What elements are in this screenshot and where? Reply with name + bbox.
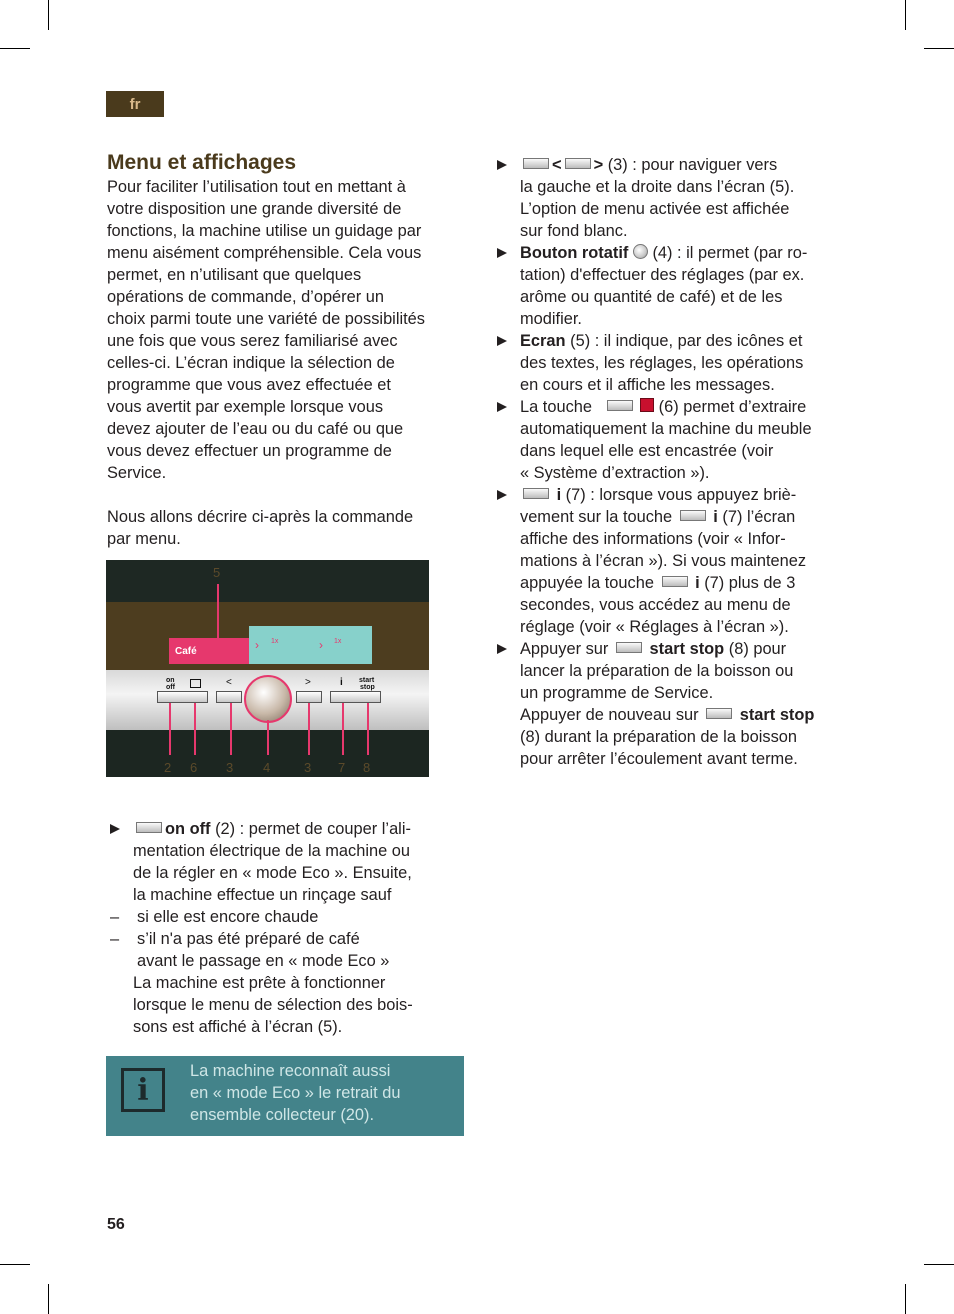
display-options xyxy=(249,626,372,664)
menu-intro-paragraph xyxy=(107,506,467,550)
text-line: Appuyer sur xyxy=(520,640,609,658)
text-line: « Système d’extraction »). xyxy=(520,464,710,482)
text-line: dans lequel elle est encastrée (voir xyxy=(520,442,774,460)
text-line: vement sur la touche xyxy=(520,508,673,526)
prev-button[interactable] xyxy=(216,691,242,703)
bullet-arrow-icon xyxy=(497,160,507,170)
callout-number: 7 xyxy=(338,760,346,775)
on-off-button[interactable] xyxy=(157,691,208,703)
onoff-note xyxy=(107,972,467,1038)
button-name: on off xyxy=(165,820,211,838)
text-line: sons est affiché à l’écran (5). xyxy=(133,1018,343,1036)
text-line: votre disposition une grande diversité de xyxy=(107,200,402,218)
text-line: celles-ci. L’écran indique la sélection de xyxy=(107,354,395,372)
bullet-arrow-icon xyxy=(497,248,507,258)
bullet-arrow-icon xyxy=(497,644,507,654)
bullet-arrow-icon xyxy=(497,336,507,346)
callout-number: 5 xyxy=(213,565,221,580)
text-line: programme que vous avez effectuée et xyxy=(107,376,391,394)
button-name: start stop xyxy=(649,640,725,658)
text-line: ensemble collecteur (20). xyxy=(190,1106,375,1124)
text-line: Service. xyxy=(107,464,167,482)
text-line: La machine reconnaît aussi xyxy=(190,1062,391,1080)
bullet-arrow-icon xyxy=(497,490,507,500)
button-name: start stop xyxy=(739,706,815,724)
button-name: i xyxy=(695,574,700,592)
crop-mark xyxy=(905,1284,906,1314)
off-label: off xyxy=(166,684,175,691)
text-line: mentation électrique de la machine ou xyxy=(133,842,410,860)
text-line: s’il n'a pas été préparé de café xyxy=(137,930,360,948)
info-note-text xyxy=(190,1060,450,1126)
text-line: affiche des informations (voir « Infor- xyxy=(520,530,786,548)
text-line: (8) pour xyxy=(724,640,787,658)
button-name: i xyxy=(713,508,718,526)
button-icon xyxy=(616,642,642,653)
text-line: un programme de Service. xyxy=(520,684,714,702)
text-line: en « mode Eco » le retrait du xyxy=(190,1084,401,1102)
button-icon xyxy=(662,576,688,587)
text-line: (4) : il permet (par ro- xyxy=(647,244,808,262)
text-line: avant le passage en « mode Eco » xyxy=(137,952,390,970)
text-line: vous devez effectuer un programme de xyxy=(107,442,392,460)
crop-mark xyxy=(924,48,954,49)
crop-mark xyxy=(0,48,30,49)
text-line: (7) : lorsque vous appuyez briè- xyxy=(561,486,797,504)
callout-line xyxy=(342,703,344,755)
control-panel-figure xyxy=(106,560,429,777)
text-line: (8) durant la préparation de la boisson xyxy=(520,728,797,746)
button-name: i xyxy=(556,486,562,504)
callout-number: 3 xyxy=(304,760,312,775)
text-line: L’option de menu activée est affichée xyxy=(520,200,790,218)
section-heading: Menu et affichages xyxy=(107,151,297,174)
text-line: des textes, les réglages, les opérations xyxy=(520,354,804,372)
text-line: vous avertit par exemple lorsque vous xyxy=(107,398,384,416)
crop-mark xyxy=(48,1284,49,1314)
prev-label: < xyxy=(226,677,232,688)
crop-mark xyxy=(924,1264,954,1265)
extract-icon xyxy=(190,679,201,688)
left-column xyxy=(107,150,467,550)
info-icon: i xyxy=(121,1068,165,1112)
text-line: Appuyer de nouveau sur xyxy=(520,706,699,724)
button-name: Bouton rotatif xyxy=(520,244,629,262)
text-line: (5) : il indique, par des icônes et xyxy=(565,332,803,350)
text-line: (7) plus de 3 xyxy=(699,574,796,592)
callout-line xyxy=(230,703,232,755)
bullet-item-navigation xyxy=(494,154,864,242)
text-line: la machine effectue un rinçage sauf xyxy=(133,886,392,904)
text-line: permet, en n’utilisant que quelques xyxy=(107,266,362,284)
button-icon xyxy=(136,822,162,833)
crop-mark xyxy=(48,0,49,30)
text-line: lorsque le menu de sélection des bois- xyxy=(133,996,413,1014)
bullet-item-start-stop xyxy=(494,638,864,770)
text-line: automatiquement la machine du meuble xyxy=(520,420,812,438)
callout-number: 6 xyxy=(190,760,198,775)
button-name: > xyxy=(593,156,604,174)
start-label: start xyxy=(359,677,375,684)
crop-mark xyxy=(905,0,906,30)
dash-item: – s’il n'a pas été préparé de café avant le passage en « mode Eco » xyxy=(110,930,390,970)
callout-line xyxy=(217,584,219,638)
text-line: modifier. xyxy=(520,310,582,328)
chevron-right-icon: › xyxy=(255,638,259,652)
text-line: (6) permet d’extraire xyxy=(654,398,807,416)
text-line: opérations de commande, d’opérer un xyxy=(107,288,384,306)
text-line: fonctions, la machine utilise un guidage par xyxy=(107,222,422,240)
text-line: de la régler en « mode Eco ». Ensuite, xyxy=(133,864,412,882)
info-note-box xyxy=(106,1056,464,1136)
text-line: La touche xyxy=(520,398,592,416)
bullet-item-rotary xyxy=(494,242,864,330)
crop-mark xyxy=(0,1264,30,1265)
text-line: (7) l’écran xyxy=(717,508,796,526)
button-icon xyxy=(607,400,633,411)
bullet-item xyxy=(107,818,467,906)
text-line: sur fond blanc. xyxy=(520,222,628,240)
extraction-icon xyxy=(640,398,654,412)
text-line: secondes, vous accédez au menu de xyxy=(520,596,791,614)
button-icon xyxy=(565,158,591,169)
bullet-item-info xyxy=(494,484,864,638)
callout-number: 8 xyxy=(363,760,371,775)
language-tab: fr xyxy=(106,91,164,117)
button-name: < xyxy=(552,156,562,174)
dash-item: – si elle est encore chaude xyxy=(110,908,319,926)
text-line: la gauche et la droite dans l’écran (5). xyxy=(520,178,795,196)
bullet-item-display xyxy=(494,330,864,396)
text-line: (3) : pour naviguer vers xyxy=(603,156,778,174)
text-line: Nous allons décrire ci-après la commande xyxy=(107,508,414,526)
text-line: La machine est prête à fonctionner xyxy=(133,974,386,992)
text-line: mations à l’écran »). Si vous maintenez xyxy=(520,552,807,570)
text-line: arôme ou quantité de café) et de les xyxy=(520,288,783,306)
rotary-knob-icon xyxy=(633,244,648,259)
intro-paragraph xyxy=(107,176,467,484)
text-line: (2) : permet de couper l’ali- xyxy=(210,820,411,838)
next-label: > xyxy=(305,677,311,688)
next-button[interactable] xyxy=(296,691,322,703)
bullet-item-extraction xyxy=(494,396,864,484)
callout-line xyxy=(194,703,196,755)
text-line: lancer la préparation de la boisson ou xyxy=(520,662,794,680)
callout-line xyxy=(367,703,369,755)
text-line: réglage (voir « Réglages à l’écran »). xyxy=(520,618,789,636)
stop-label: stop xyxy=(360,684,375,691)
text-line: si elle est encore chaude xyxy=(137,908,319,926)
display-selected-item: Café xyxy=(169,638,249,664)
text-line: Pour faciliter l’utilisation tout en mettant à xyxy=(107,178,406,196)
button-icon xyxy=(523,488,549,499)
text-line: pour arrêter l’écoulement avant terme. xyxy=(520,750,798,768)
lcd-small-label: 1x xyxy=(271,638,279,645)
callout-number: 2 xyxy=(164,760,172,775)
on-label: on xyxy=(166,677,175,684)
callout-number: 3 xyxy=(226,760,234,775)
info-label: i xyxy=(340,677,343,688)
button-icon xyxy=(523,158,549,169)
text-line: une fois que vous serez familiarisé avec xyxy=(107,332,398,350)
onoff-section xyxy=(107,818,467,1038)
bullet-arrow-icon xyxy=(497,402,507,412)
callout-line xyxy=(169,703,171,755)
chevron-right-icon: › xyxy=(319,638,323,652)
button-icon xyxy=(680,510,706,521)
bullet-arrow-icon xyxy=(110,824,120,834)
page-number: 56 xyxy=(107,1216,125,1233)
callout-number: 4 xyxy=(263,760,271,775)
rotary-knob[interactable] xyxy=(244,675,292,723)
button-name: Ecran xyxy=(520,332,566,350)
callout-line xyxy=(308,703,310,755)
right-column xyxy=(494,154,864,770)
button-icon xyxy=(706,708,732,719)
info-button[interactable] xyxy=(330,691,381,703)
text-line: appuyée la touche xyxy=(520,574,654,592)
text-line: choix parmi toute une variété de possibilités xyxy=(107,310,425,328)
callout-line xyxy=(267,720,269,755)
text-line: par menu. xyxy=(107,530,181,548)
text-line: en cours et il affiche les messages. xyxy=(520,376,775,394)
text-line: menu aisément compréhensible. Cela vous xyxy=(107,244,422,262)
text-line: tation) d'effectuer des réglages (par ex. xyxy=(520,266,805,284)
text-line: devez ajouter de l’eau ou du café ou que xyxy=(107,420,404,438)
lcd-small-label: 1x xyxy=(334,638,342,645)
